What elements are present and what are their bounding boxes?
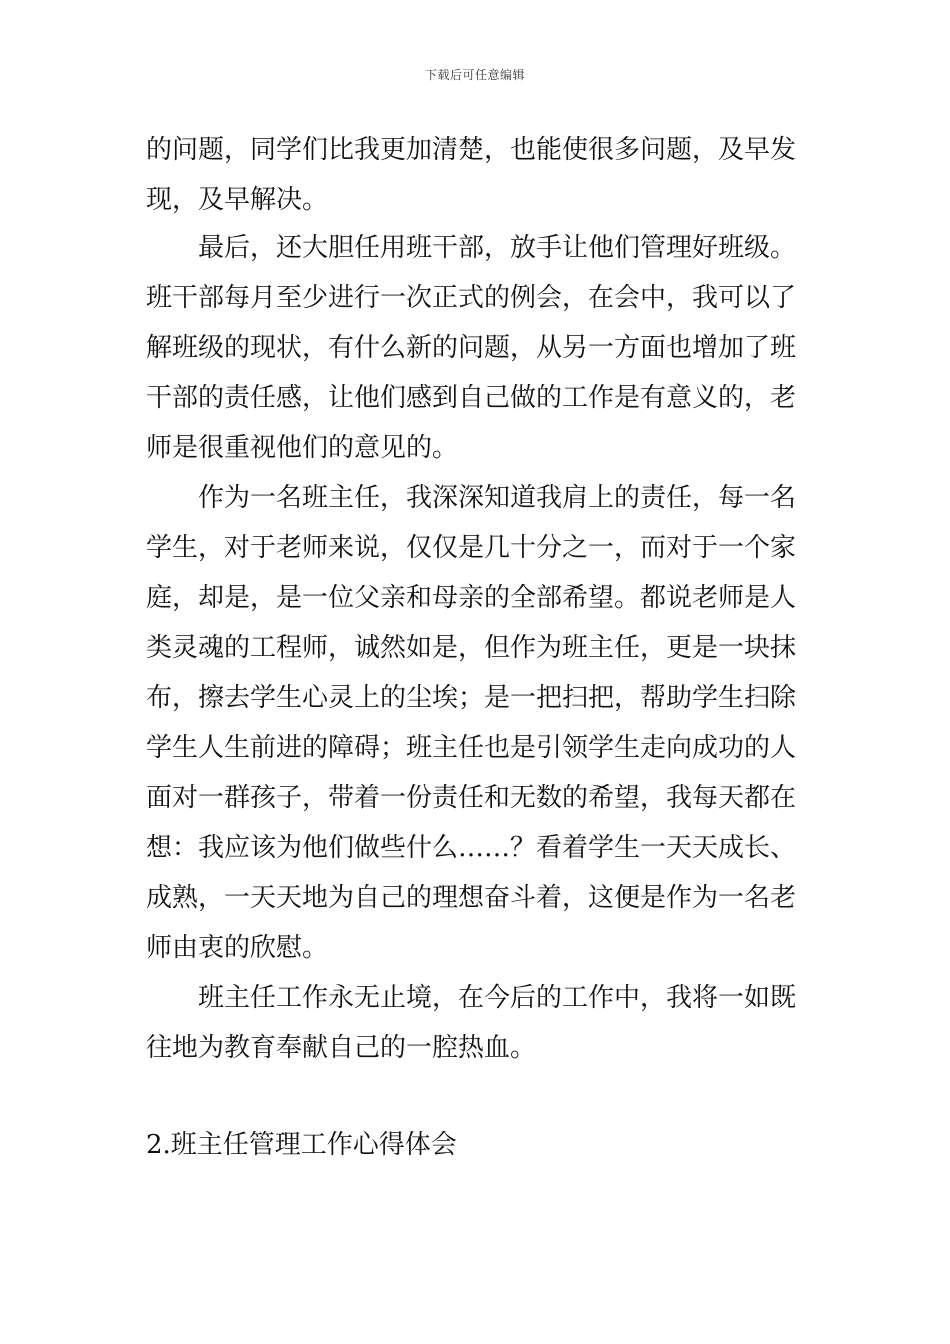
paragraph-1 [146, 125, 806, 225]
text-line: 学生，对于老师来说，仅仅是几十分之一，而对于一个家 [146, 533, 797, 563]
text-line: 最后，还大胆任用班干部，放手让他们管理好班级。 [198, 233, 797, 263]
text-line: 成熟，一天天地为自己的理想奋斗着，这便是作为一名老 [146, 883, 797, 913]
text-line: 作为一名班主任，我深深知道我肩上的责任，每一名 [198, 483, 797, 513]
section-heading: 2.班主任管理工作心得体会 [146, 1130, 457, 1160]
text-line: 现，及早解决。 [146, 185, 329, 215]
text-line: 解班级的现状，有什么新的问题，从另一方面也增加了班 [146, 333, 797, 363]
text-line: 类灵魂的工程师，诚然如是，但作为班主任，更是一块抹 [146, 633, 797, 663]
page-header-note: 下载后可任意编辑 [424, 68, 525, 82]
text-line: 布，擦去学生心灵上的尘埃；是一把扫把，帮助学生扫除 [146, 683, 797, 713]
text-line: 往地为教育奉献自己的一腔热血。 [146, 1033, 537, 1063]
paragraph-3 [146, 473, 806, 973]
text-line: 庭，却是，是一位父亲和母亲的全部希望。都说老师是人 [146, 583, 797, 613]
text-line: 想：我应该为他们做些什么……？看着学生一天天成长、 [146, 833, 797, 863]
text-line: 学生人生前进的障碍；班主任也是引领学生走向成功的人 [146, 733, 797, 763]
text-line: 师由衷的欣慰。 [146, 933, 329, 963]
text-line: 的问题，同学们比我更加清楚，也能使很多问题，及早发 [146, 135, 797, 165]
paragraph-4 [146, 973, 806, 1073]
text-line: 班干部每月至少进行一次正式的例会，在会中，我可以了 [146, 283, 797, 313]
text-line: 面对一群孩子，带着一份责任和无数的希望，我每天都在 [146, 783, 797, 813]
text-line: 班主任工作永无止境，在今后的工作中，我将一如既 [198, 983, 797, 1013]
text-line: 师是很重视他们的意见的。 [146, 433, 459, 463]
paragraph-2 [146, 223, 806, 473]
text-line: 干部的责任感，让他们感到自己做的工作是有意义的，老 [146, 383, 797, 413]
